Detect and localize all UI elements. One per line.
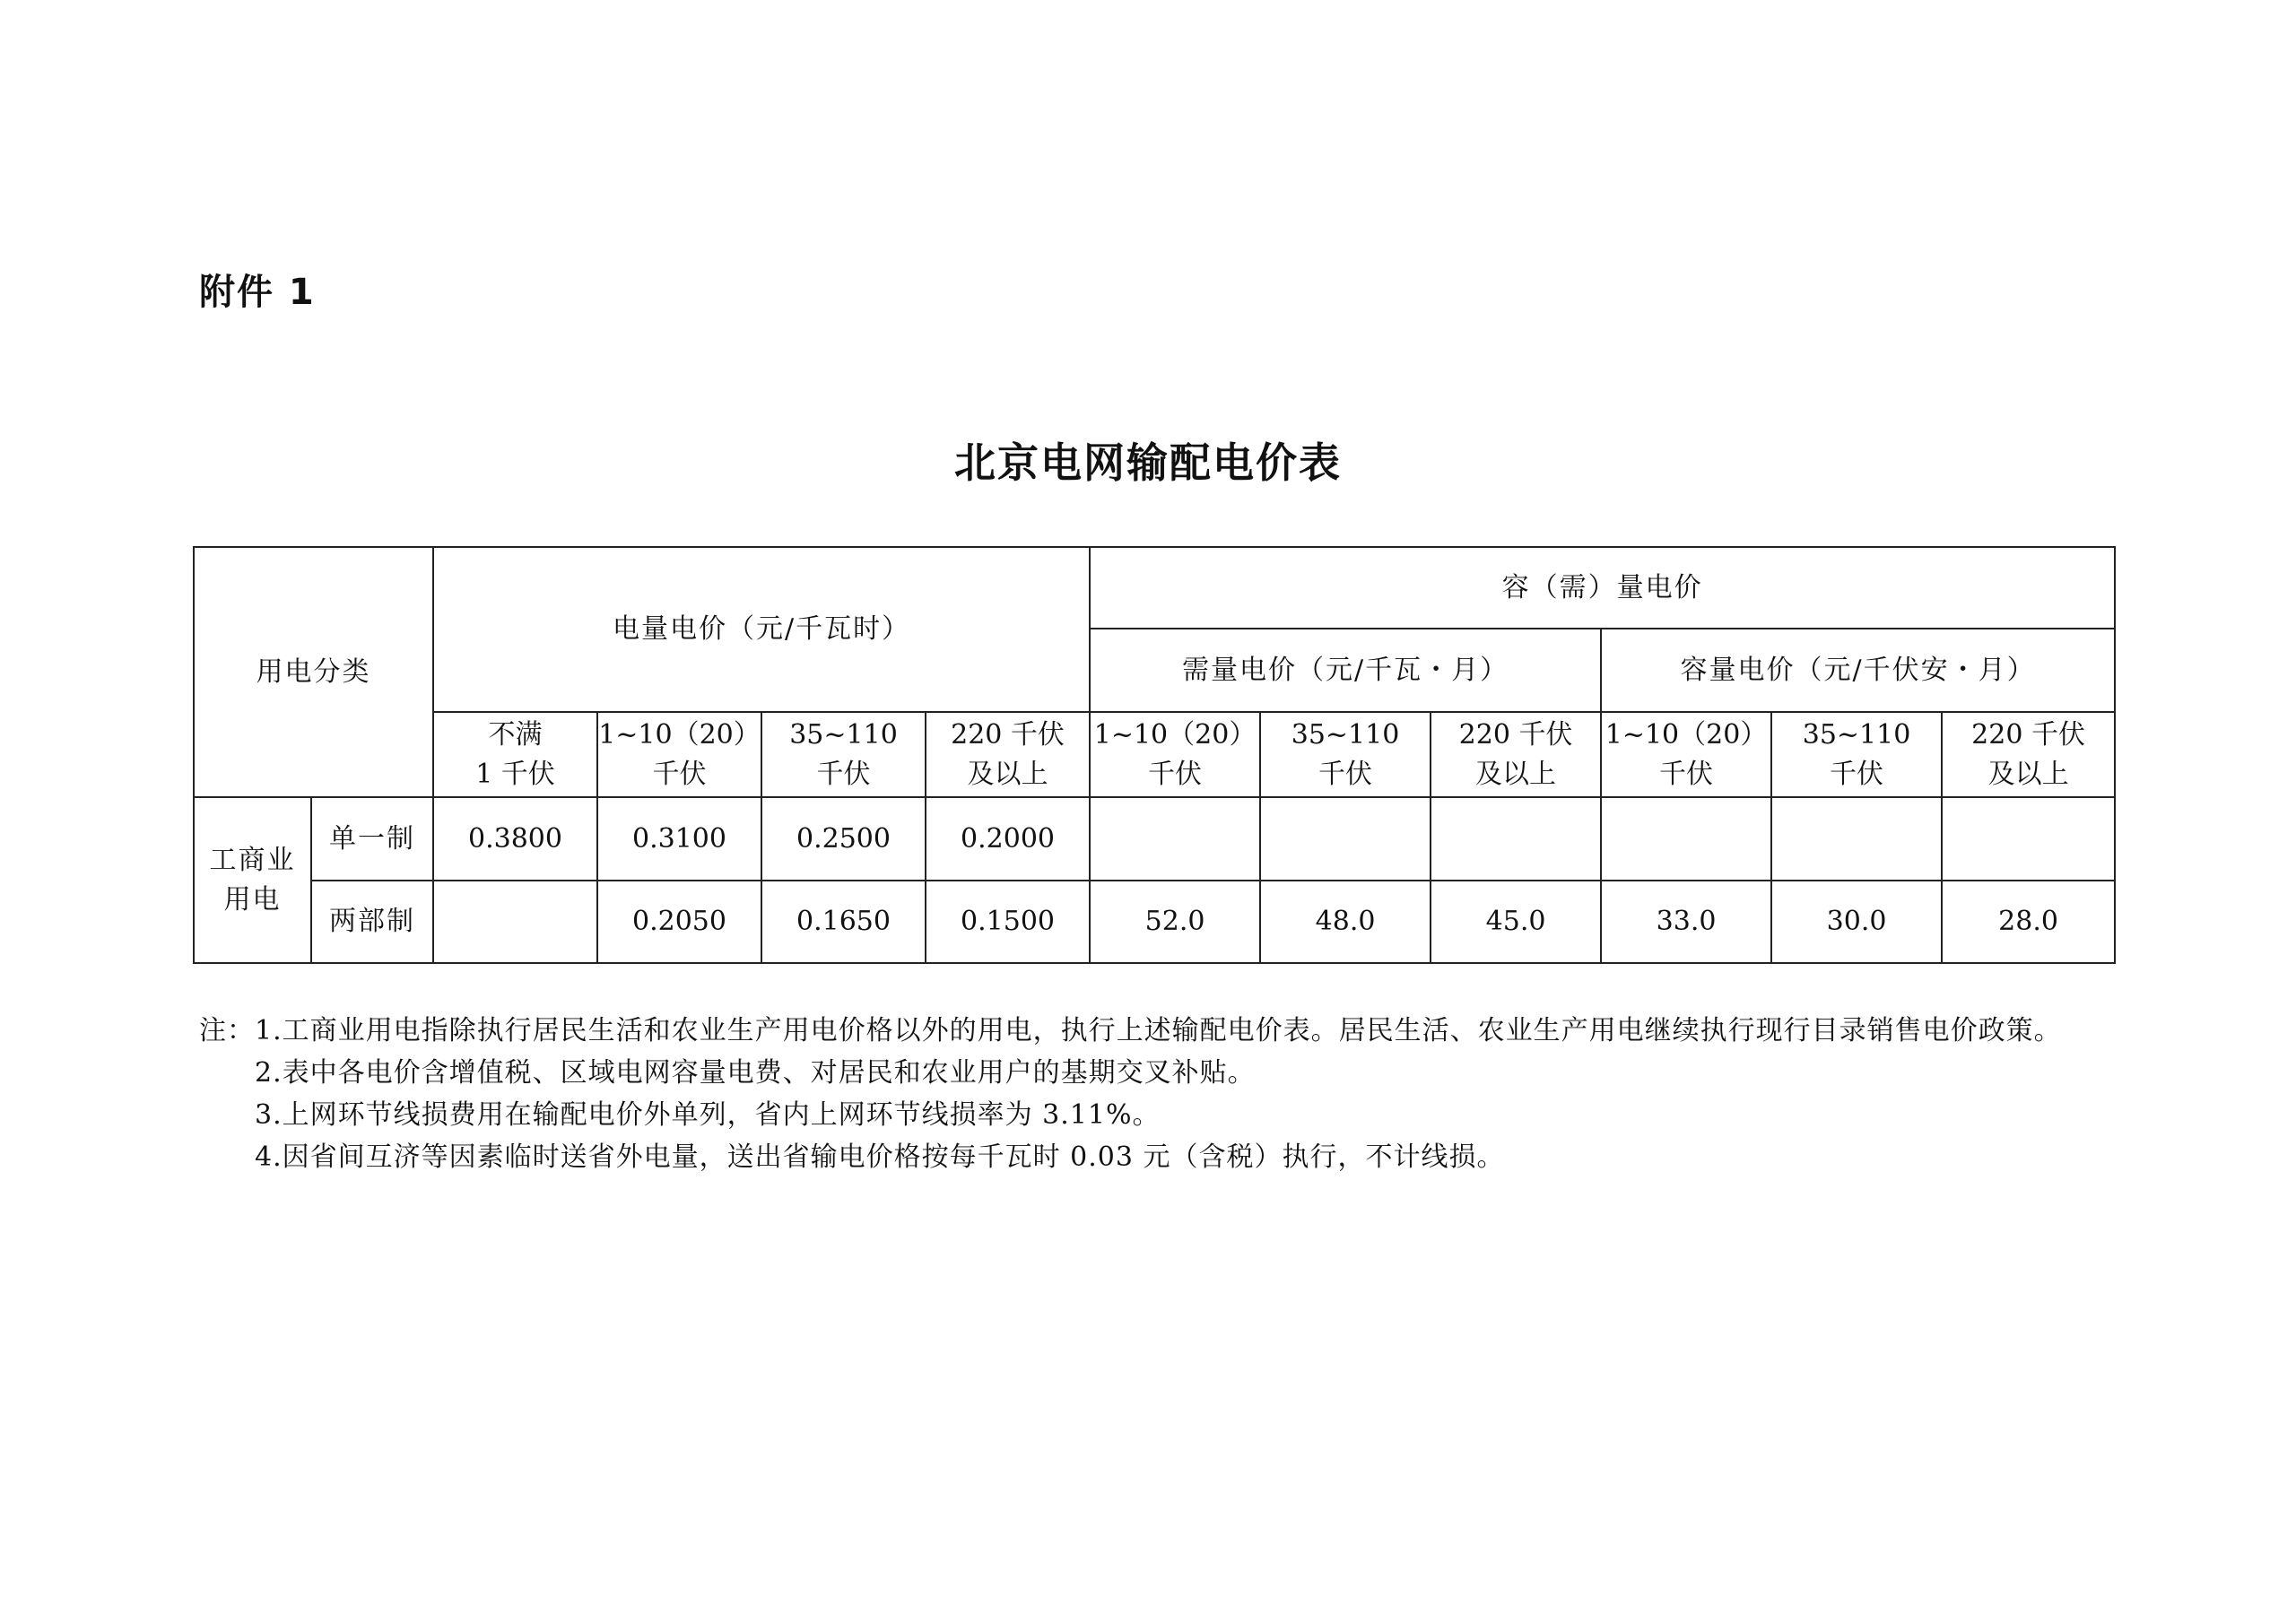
voltage-header-line: 1 千伏 (475, 758, 555, 790)
table-cell: 0.2500 (761, 797, 926, 881)
header-category: 用电分类 (194, 547, 433, 797)
voltage-header-line: 35~110 (1802, 718, 1911, 751)
table-row (194, 797, 2115, 881)
table-cell (433, 881, 597, 963)
table-cell: 28.0 (1942, 881, 2115, 963)
document-title: 北京电网输配电价表 (954, 438, 1342, 487)
voltage-header-cell (433, 712, 597, 797)
table-cell: 30.0 (1771, 881, 1942, 963)
voltage-header-line: 及以上 (1475, 758, 1557, 790)
voltage-header-line: 及以上 (1987, 758, 2069, 790)
voltage-header-line: 千伏 (1659, 758, 1714, 790)
row-group-label-line: 用电 (223, 883, 282, 916)
table-cell (1771, 797, 1942, 881)
voltage-header-line: 千伏 (1318, 758, 1373, 790)
table-cell: 0.1650 (761, 881, 926, 963)
table-cell: 0.3100 (597, 797, 761, 881)
voltage-header-cell (1601, 712, 1771, 797)
voltage-header-cell (597, 712, 761, 797)
voltage-header-line: 不满 (488, 718, 543, 751)
table-cell: 0.2000 (926, 797, 1090, 881)
voltage-header-line: 220 千伏 (1458, 718, 1573, 751)
table-cell (1260, 797, 1431, 881)
table-row (194, 881, 2115, 963)
voltage-header-cell (1260, 712, 1431, 797)
voltage-header-cell (1431, 712, 1601, 797)
row-label: 两部制 (311, 881, 433, 963)
voltage-header-cell (1942, 712, 2115, 797)
voltage-header-line: 1~10（20） (1605, 718, 1768, 751)
row-group-label-line: 工商业 (209, 844, 296, 876)
note-line: 3.上网环节线损费用在输配电价外单列，省内上网环节线损率为 3.11%。 (255, 1099, 1161, 1131)
voltage-header-line: 1~10（20） (1093, 718, 1257, 751)
table-cell: 0.2050 (597, 881, 761, 963)
voltage-header-line: 千伏 (816, 758, 871, 790)
header-row-1 (194, 547, 2115, 629)
note-line: 2.表中各电价含增值税、区域电网容量电费、对居民和农业用户的基期交叉补贴。 (255, 1057, 1256, 1089)
table-cell (1942, 797, 2115, 881)
voltage-header-cell (1090, 712, 1260, 797)
table-cell (1090, 797, 1260, 881)
header-capacity-sub-price: 容量电价（元/千伏安・月） (1601, 629, 2115, 712)
note-line: 注：1.工商业用电指除执行居民生活和农业生产用电价格以外的用电，执行上述输配电价表。居民生活、农业生产用电继续执行现行目录销售电价政策。 (199, 1015, 2062, 1046)
voltage-header-cell (926, 712, 1090, 797)
header-row-3 (194, 712, 2115, 797)
header-energy-price: 电量电价（元/千瓦时） (433, 547, 1090, 712)
table-cell: 33.0 (1601, 881, 1771, 963)
header-demand-price: 需量电价（元/千瓦・月） (1090, 629, 1601, 712)
table-cell: 0.1500 (926, 881, 1090, 963)
notes-section (199, 1010, 2062, 1178)
price-table (193, 546, 2116, 964)
voltage-header-line: 千伏 (1148, 758, 1203, 790)
table-cell: 45.0 (1431, 881, 1601, 963)
note-line: 4.因省间互济等因素临时送省外电量，送出省输电价格按每千瓦时 0.03 元（含税）执行，不计线损。 (255, 1141, 1505, 1173)
voltage-header-line: 220 千伏 (1971, 718, 2085, 751)
row-group-label (194, 797, 311, 963)
voltage-header-line: 千伏 (652, 758, 707, 790)
row-group-label-text (195, 841, 310, 920)
voltage-header-line: 千伏 (1830, 758, 1884, 790)
table-cell: 0.3800 (433, 797, 597, 881)
header-capacity-price: 容（需）量电价 (1090, 547, 2115, 629)
voltage-header-line: 220 千伏 (951, 718, 1065, 751)
voltage-header-cell (761, 712, 926, 797)
voltage-header-line: 35~110 (789, 718, 898, 751)
voltage-header-line: 35~110 (1291, 718, 1400, 751)
attachment-label: 附件 1 (199, 272, 316, 313)
voltage-header-line: 及以上 (967, 758, 1048, 790)
table-cell: 52.0 (1090, 881, 1260, 963)
table-cell (1431, 797, 1601, 881)
table-cell: 48.0 (1260, 881, 1431, 963)
row-label: 单一制 (311, 797, 433, 881)
voltage-header-line: 1~10（20） (598, 718, 761, 751)
table-cell (1601, 797, 1771, 881)
voltage-header-cell (1771, 712, 1942, 797)
